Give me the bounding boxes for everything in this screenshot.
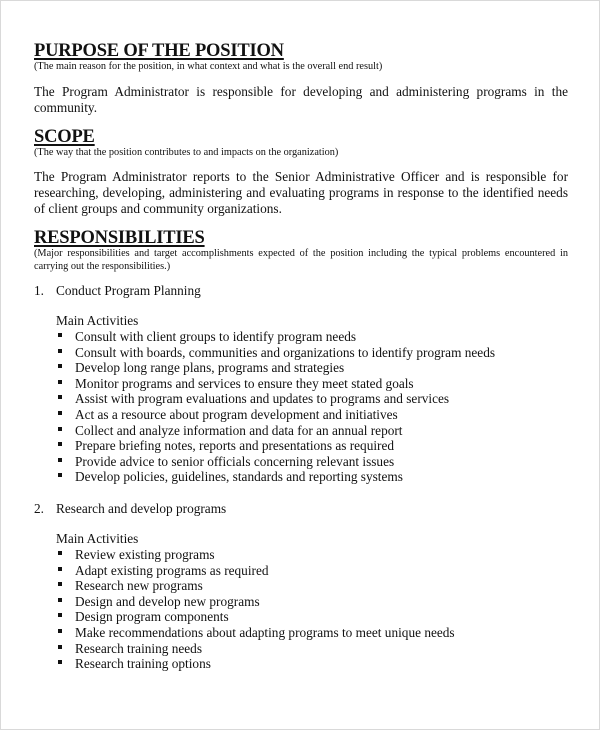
activities-list — [56, 329, 568, 485]
activities-list — [56, 547, 568, 672]
main-activities — [56, 313, 568, 485]
list-item — [56, 469, 568, 485]
square-bullet-icon — [56, 627, 75, 637]
responsibility-item-2 — [34, 501, 568, 672]
square-bullet-icon — [56, 331, 75, 341]
responsibilities-subtitle: (Major responsibilities and target accomplishments expected of the position including the typical problems encountered in carrying out the responsibilities.) — [34, 248, 568, 272]
square-bullet-icon — [56, 658, 75, 668]
item-title: Research and develop programs — [56, 500, 227, 516]
list-item — [56, 578, 568, 594]
document-content — [34, 41, 568, 672]
list-item — [56, 547, 568, 563]
list-item — [56, 376, 568, 392]
list-item — [56, 609, 568, 625]
list-item — [56, 345, 568, 361]
main-activities — [56, 531, 568, 672]
scope-body: The Program Administrator reports to the Senior Administrative Officer and is responsible for researching, developing, administering and evaluating programs in response to the identified needs of client groups and community organizations. — [34, 169, 568, 216]
list-item-text: Act as a resource about program development and initiatives — [75, 406, 398, 422]
list-item-text: Design program components — [75, 609, 229, 625]
list-item-text: Make recommendations about adapting programs to meet unique needs — [75, 624, 455, 640]
responsibility-item-1 — [34, 283, 568, 485]
square-bullet-icon — [56, 611, 75, 621]
scope-subtitle: (The way that the position contributes to and impacts on the organization) — [34, 146, 339, 158]
list-item — [56, 656, 568, 672]
list-item-text: Collect and analyze information and data for an annual report — [75, 422, 403, 438]
list-item-text: Adapt existing programs as required — [75, 562, 269, 578]
square-bullet-icon — [56, 643, 75, 653]
list-item-text: Research training options — [75, 656, 211, 672]
list-item-text: Prepare briefing notes, reports and presentations as required — [75, 438, 395, 454]
list-item — [56, 391, 568, 407]
list-item-text: Consult with client groups to identify program needs — [75, 329, 357, 344]
square-bullet-icon — [56, 456, 75, 466]
list-item — [56, 641, 568, 657]
responsibilities-section — [34, 228, 568, 672]
item-title: Conduct Program Planning — [56, 283, 201, 298]
purpose-section — [34, 41, 568, 116]
list-item — [56, 407, 568, 423]
purpose-subtitle: (The main reason for the position, in what context and what is the overall end result) — [34, 61, 383, 72]
list-item-text: Assist with program evaluations and updates to programs and services — [75, 391, 450, 407]
main-activities-label: Main Activities — [56, 530, 139, 546]
list-item-text: Consult with boards, communities and organizations to identify program needs — [75, 344, 496, 360]
square-bullet-icon — [56, 580, 75, 590]
list-item-text: Research training needs — [75, 640, 203, 656]
list-item-text: Design and develop new programs — [75, 593, 260, 609]
square-bullet-icon — [56, 409, 75, 419]
scope-heading: SCOPE — [34, 126, 95, 147]
square-bullet-icon — [56, 596, 75, 606]
list-item — [56, 454, 568, 470]
list-item-text: Monitor programs and services to ensure they meet stated goals — [75, 375, 414, 391]
list-item — [56, 329, 568, 345]
list-item-text: Review existing programs — [75, 546, 215, 562]
main-activities-label: Main Activities — [56, 313, 139, 328]
item-number: 2. — [34, 500, 44, 516]
responsibilities-heading: RESPONSIBILITIES — [34, 228, 205, 248]
list-item — [56, 625, 568, 641]
item-number: 1. — [34, 283, 44, 298]
list-item — [56, 438, 568, 454]
list-item — [56, 423, 568, 439]
square-bullet-icon — [56, 362, 75, 372]
list-item-text: Develop long range plans, programs and strategies — [75, 360, 345, 376]
list-item — [56, 360, 568, 376]
purpose-body: The Program Administrator is responsible for developing and administering programs in the community. — [34, 83, 568, 115]
square-bullet-icon — [56, 471, 75, 481]
square-bullet-icon — [56, 565, 75, 575]
square-bullet-icon — [56, 549, 75, 559]
list-item-text: Provide advice to senior officials concerning relevant issues — [75, 453, 395, 469]
square-bullet-icon — [56, 440, 75, 450]
list-item-text: Develop policies, guidelines, standards and reporting systems — [75, 469, 403, 485]
square-bullet-icon — [56, 393, 75, 403]
square-bullet-icon — [56, 425, 75, 435]
list-item — [56, 594, 568, 610]
list-item-text: Research new programs — [75, 578, 203, 594]
scope-section — [34, 127, 568, 218]
purpose-heading: PURPOSE OF THE POSITION — [34, 41, 284, 61]
square-bullet-icon — [56, 347, 75, 357]
list-item — [56, 563, 568, 579]
square-bullet-icon — [56, 378, 75, 388]
